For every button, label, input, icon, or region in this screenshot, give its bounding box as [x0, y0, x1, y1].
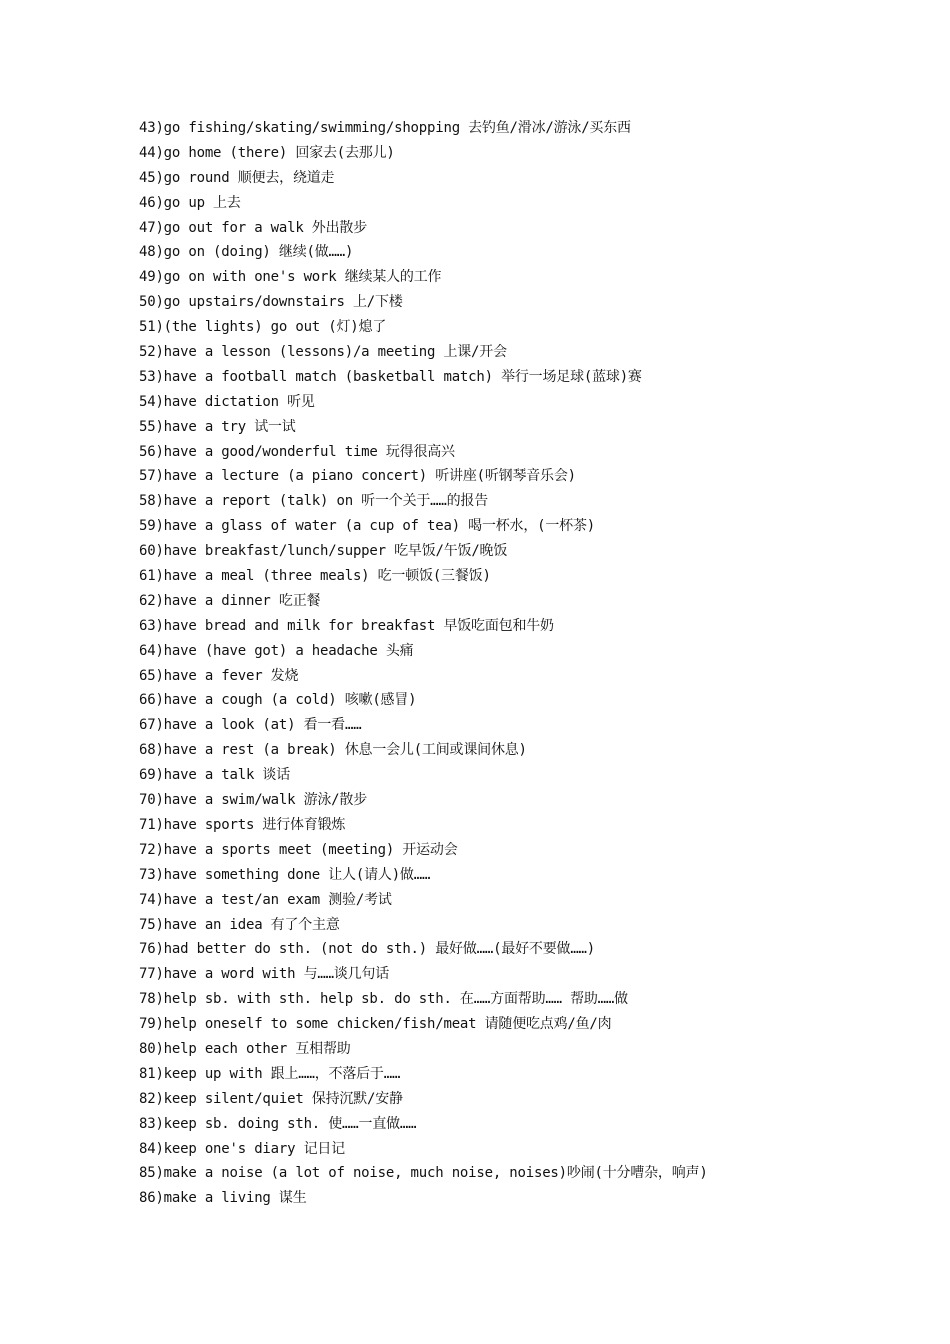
phrase-line-51: 51)(the lights) go out (灯)熄了: [139, 319, 387, 336]
phrase-line-62: 62)have a dinner 吃正餐: [139, 592, 321, 609]
phrase-line-55: 55)have a try 试一试: [139, 418, 296, 435]
phrase-line-76: 76)had better do sth. (not do sth.) 最好做……(最好不要做……): [139, 941, 596, 958]
phrase-line-50: 50)go upstairs/downstairs 上/下楼: [139, 294, 403, 311]
phrase-line-46: 46)go up 上去: [139, 194, 241, 211]
phrase-line-79: 79)help oneself to some chicken/fish/meat 请随便吃点鸡/鱼/肉: [139, 1016, 612, 1033]
phrase-line-78: 78)help sb. with sth. help sb. do sth. 在……方面帮助…… 帮助……做: [139, 991, 628, 1008]
phrase-line-69: 69)have a talk 谈话: [139, 767, 291, 784]
phrase-line-54: 54)have dictation 听见: [139, 393, 315, 410]
phrase-line-86: 86)make a living 谋生: [139, 1190, 307, 1207]
phrase-line-47: 47)go out for a walk 外出散步: [139, 219, 368, 236]
phrase-line-66: 66)have a cough (a cold) 咳嗽(感冒): [139, 692, 417, 709]
phrase-line-77: 77)have a word with 与……谈几句话: [139, 966, 390, 983]
phrase-line-56: 56)have a good/wonderful time 玩得很高兴: [139, 443, 455, 460]
phrase-line-81: 81)keep up with 跟上……，不落后于……: [139, 1065, 401, 1082]
phrase-line-43: 43)go fishing/skating/swimming/shopping 去钓鱼/滑冰/游泳/买东西: [139, 120, 631, 136]
phrase-line-45: 45)go round 顺便去，绕道走: [139, 169, 335, 186]
phrase-line-65: 65)have a fever 发烧: [139, 667, 299, 684]
phrase-list: [139, 116, 919, 1211]
phrase-line-83: 83)keep sb. doing sth. 使……一直做……: [139, 1115, 417, 1132]
phrase-line-60: 60)have breakfast/lunch/supper 吃早饭/午饭/晚饭: [139, 543, 508, 560]
phrase-line-57: 57)have a lecture (a piano concert) 听讲座(听钢琴音乐会): [139, 468, 576, 485]
phrase-line-74: 74)have a test/an exam 测验/考试: [139, 891, 392, 908]
phrase-line-52: 52)have a lesson (lessons)/a meeting 上课/开会: [139, 344, 507, 361]
phrase-line-67: 67)have a look (at) 看一看……: [139, 717, 362, 734]
phrase-line-80: 80)help each other 互相帮助: [139, 1040, 351, 1057]
phrase-line-70: 70)have a swim/walk 游泳/散步: [139, 792, 368, 809]
phrase-line-48: 48)go on (doing) 继续(做……): [139, 244, 354, 261]
phrase-line-58: 58)have a report (talk) on 听一个关于……的报告: [139, 493, 489, 510]
phrase-line-61: 61)have a meal (three meals) 吃一顿饭(三餐饭): [139, 568, 491, 585]
phrase-line-85: 85)make a noise (a lot of noise, much noise, noises)吵闹(十分嘈杂，响声): [139, 1165, 708, 1182]
phrase-line-82: 82)keep silent/quiet 保持沉默/安静: [139, 1090, 403, 1107]
phrase-line-73: 73)have something done 让人(请人)做……: [139, 866, 431, 883]
phrase-line-53: 53)have a football match (basketball match) 举行一场足球(蓝球)赛: [139, 368, 642, 385]
phrase-line-63: 63)have bread and milk for breakfast 早饭吃面包和牛奶: [139, 617, 554, 634]
phrase-line-44: 44)go home (there) 回家去(去那儿): [139, 144, 395, 161]
phrase-line-64: 64)have (have got) a headache 头痛: [139, 642, 414, 659]
phrase-line-71: 71)have sports 进行体育锻炼: [139, 816, 346, 833]
phrase-line-84: 84)keep one's diary 记日记: [139, 1140, 345, 1157]
phrase-line-75: 75)have an idea 有了个主意: [139, 916, 340, 933]
phrase-line-72: 72)have a sports meet (meeting) 开运动会: [139, 841, 458, 858]
phrase-line-59: 59)have a glass of water (a cup of tea) 喝一杯水，(一杯茶): [139, 518, 596, 535]
phrase-line-49: 49)go on with one's work 继续某人的工作: [139, 269, 442, 286]
phrase-line-68: 68)have a rest (a break) 休息一会儿(工间或课间休息): [139, 742, 527, 759]
